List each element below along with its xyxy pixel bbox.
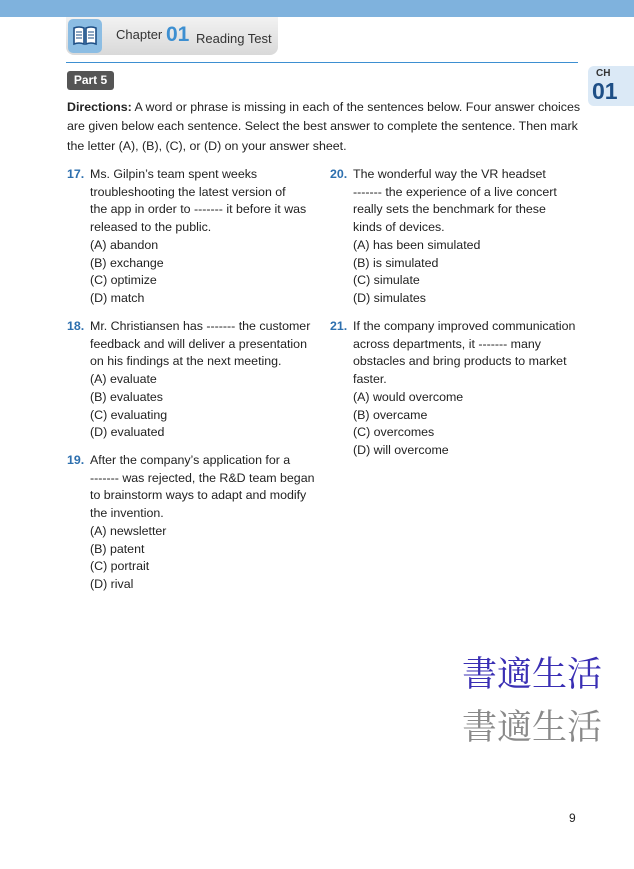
answer-choice: (C) evaluating xyxy=(90,407,168,422)
question-text: on his findings at the next meeting. xyxy=(90,354,282,369)
answer-choice: (A) abandon xyxy=(90,237,159,252)
answer-choice: (D) simulates xyxy=(353,290,426,305)
directions-label: Directions: xyxy=(67,100,132,114)
answer-choice: (C) portrait xyxy=(90,559,150,574)
question-number: 21. xyxy=(330,319,348,333)
directions-line: A word or phrase is missing in each of the sentences below. Four answer choices xyxy=(131,100,581,114)
answer-choice: (B) overcame xyxy=(353,407,428,422)
answer-choice: (C) overcomes xyxy=(353,425,435,440)
question-text: faster. xyxy=(353,372,387,387)
chapter-number: 01 xyxy=(166,23,190,46)
answer-choice: (A) evaluate xyxy=(90,372,157,387)
question-text: released to the public. xyxy=(90,220,212,235)
answer-choice: (D) evaluated xyxy=(90,425,165,440)
question-text: If the company improved communication xyxy=(353,319,576,333)
side-tab-number: 01 xyxy=(592,78,618,104)
directions-line: are given below each sentence. Select the best answer to complete the sentence. Then mark xyxy=(67,119,578,134)
directions-line: the letter (A), (B), (C), or (D) on your answer sheet. xyxy=(67,138,347,153)
answer-choice: (A) newsletter xyxy=(90,523,167,538)
question-text: Ms. Gilpin’s team spent weeks xyxy=(90,167,258,181)
answer-choice: (C) simulate xyxy=(353,273,420,288)
part-badge: Part 5 xyxy=(67,71,114,90)
question-text: across departments, it ------- many xyxy=(353,336,541,351)
question-text: After the company’s application for a xyxy=(90,453,291,467)
answer-choice: (A) has been simulated xyxy=(353,237,481,252)
top-color-bar xyxy=(0,0,634,17)
answer-choice: (B) evaluates xyxy=(90,389,164,404)
answer-choice: (D) will overcome xyxy=(353,442,449,457)
question-number: 20. xyxy=(330,167,348,181)
question-text: obstacles and bring products to market xyxy=(353,354,567,369)
question-text: troubleshooting the latest version of xyxy=(90,184,286,199)
question-text: the app in order to ------- it before it was xyxy=(90,202,307,217)
question-text: ------- was rejected, the R&D team began xyxy=(90,470,315,485)
answer-choice: (B) patent xyxy=(90,541,145,556)
answer-choice: (C) optimize xyxy=(90,273,157,288)
page-number: 9 xyxy=(569,811,576,825)
watermark-text: 書適生活 xyxy=(462,655,603,695)
question-number: 19. xyxy=(67,453,85,467)
directions-text xyxy=(67,98,581,156)
answer-choice: (D) rival xyxy=(90,576,134,591)
question-text: feedback and will deliver a presentation xyxy=(90,336,307,351)
answer-choice: (B) is simulated xyxy=(353,255,439,270)
book-icon xyxy=(68,19,102,53)
chapter-label: Chapter xyxy=(116,27,163,42)
answer-choice: (B) exchange xyxy=(90,255,164,270)
answer-choice: (D) match xyxy=(90,290,145,305)
question-text: really sets the benchmark for these xyxy=(353,202,546,217)
question-number: 18. xyxy=(67,319,85,333)
answer-choice: (A) would overcome xyxy=(353,389,464,404)
side-tab-label: CH xyxy=(596,68,611,79)
question-text: Mr. Christiansen has ------- the customer xyxy=(90,319,311,333)
question-text: The wonderful way the VR headset xyxy=(353,167,546,181)
question-text: the invention. xyxy=(90,506,164,521)
section-title: Reading Test xyxy=(196,31,272,46)
question-number: 17. xyxy=(67,167,85,181)
watermark-text: 書適生活 xyxy=(462,708,603,748)
question-text: to brainstorm ways to adapt and modify xyxy=(90,488,307,503)
question-text: ------- the experience of a live concert xyxy=(353,184,557,199)
header-divider xyxy=(66,62,578,63)
question-text: kinds of devices. xyxy=(353,220,445,235)
